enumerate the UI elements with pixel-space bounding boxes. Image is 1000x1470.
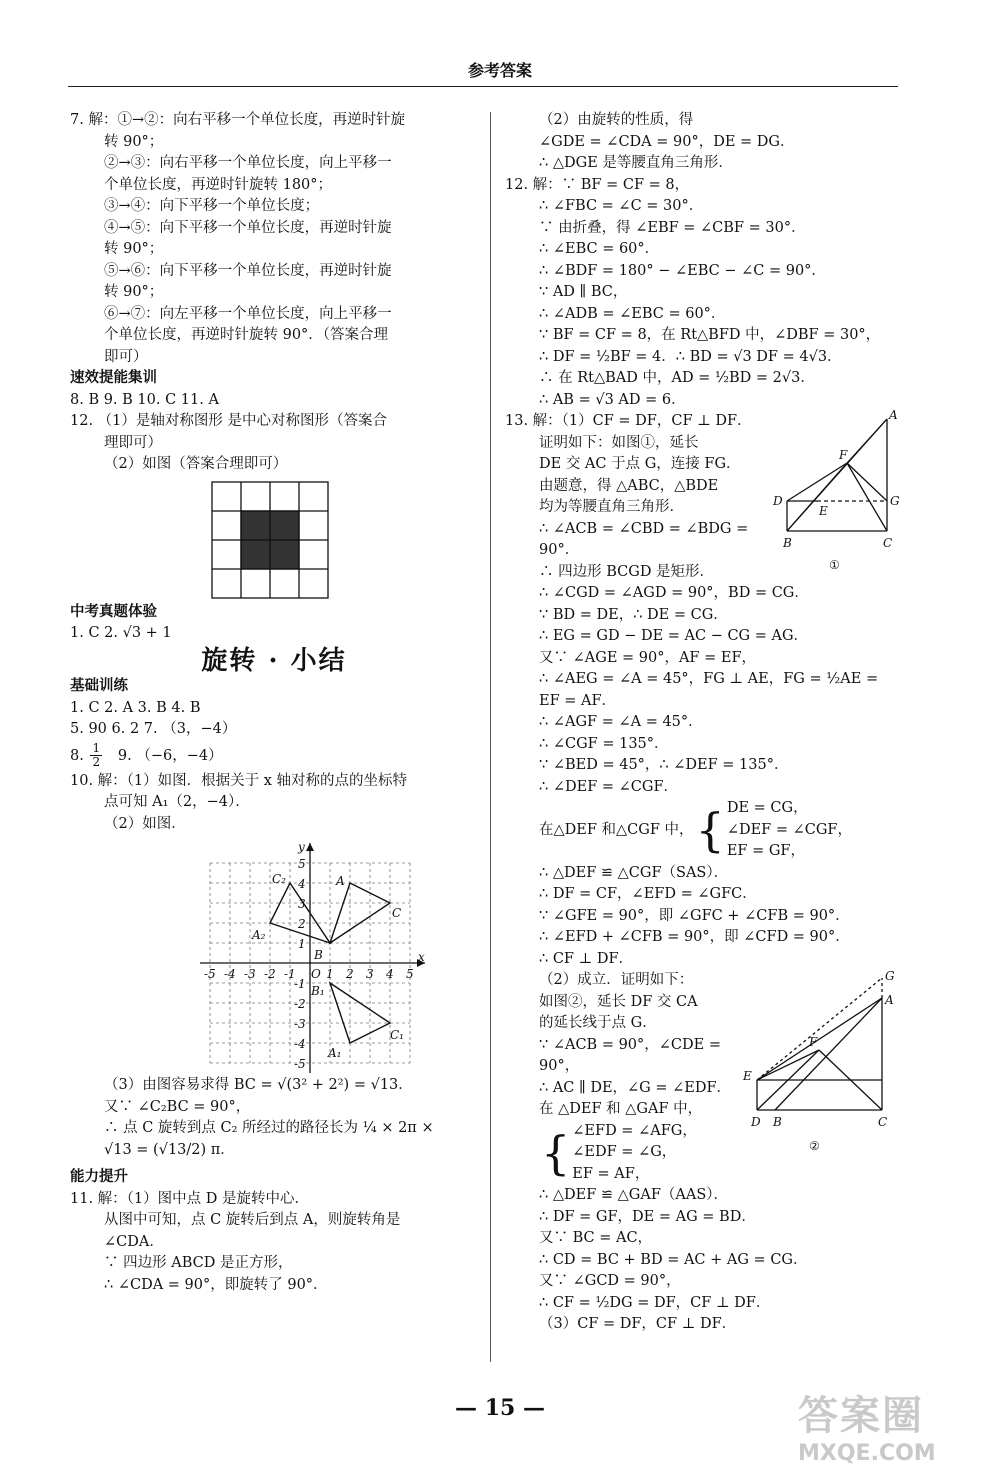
equation-system: 在△DEF 和△CGF 中， { DE = CG， ∠DEF = ∠CGF， EF = GF， bbox=[539, 800, 852, 859]
coordinate-grid-figure bbox=[70, 835, 478, 1075]
text-line: 证明如下：如图①，延长 bbox=[539, 434, 699, 451]
svg-text:A₁: A₁ bbox=[328, 1046, 342, 1060]
svg-text:x: x bbox=[418, 950, 425, 964]
text-line: 90°． bbox=[539, 542, 580, 558]
text-line: ∴ 在 Rt△BAD 中，AD = ½BD = 2√3． bbox=[539, 370, 815, 386]
svg-text:3: 3 bbox=[366, 967, 374, 981]
text-line: 10. 解：（1）如图．根据关于 x 轴对称的点的坐标特 bbox=[70, 772, 408, 789]
svg-text:D: D bbox=[751, 1115, 761, 1129]
text-line: （3）由图容易求得 BC = √(3² + 2²) = √13． bbox=[104, 1077, 413, 1093]
page-number: — 15 — bbox=[455, 1395, 545, 1421]
header-rule bbox=[68, 86, 898, 87]
text-line: 即可） bbox=[104, 348, 148, 365]
text-line: ∵ BF = CF = 8，在 Rt△BFD 中，∠DBF = 30°， bbox=[539, 327, 881, 343]
svg-text:-4: -4 bbox=[224, 967, 236, 981]
section-heading: 基础训练 bbox=[70, 678, 128, 694]
svg-text:-3: -3 bbox=[244, 967, 256, 981]
svg-text:B: B bbox=[773, 1115, 782, 1129]
svg-text:-4: -4 bbox=[294, 1037, 306, 1051]
svg-text:D: D bbox=[773, 494, 783, 508]
text-line: 90°， bbox=[539, 1058, 580, 1074]
text-line: ③→④：向下平移一个单位长度； bbox=[104, 198, 320, 214]
svg-text:-5: -5 bbox=[294, 1057, 306, 1071]
text-line: 个单位长度，再逆时针旋转 180°； bbox=[104, 176, 333, 193]
svg-text:-2: -2 bbox=[264, 967, 276, 981]
text-line: ∴ ∠ADB = ∠EBC = 60°． bbox=[539, 305, 726, 322]
triangle-figure-2 bbox=[737, 970, 897, 1160]
text-line: ∴ DF = GF，DE = AG = BD． bbox=[539, 1208, 756, 1225]
text-line: 又∵ BC = AC， bbox=[539, 1230, 653, 1246]
svg-text:-5: -5 bbox=[204, 967, 216, 981]
section-heading: 能力提升 bbox=[70, 1169, 128, 1185]
section-title: 旋转 · 小结 bbox=[201, 645, 347, 676]
svg-text:5: 5 bbox=[298, 857, 306, 871]
text-line: ∴ ∠BDF = 180° − ∠EBC − ∠C = 90°． bbox=[539, 262, 826, 279]
text-line: ∴ ∠FBC = ∠C = 30°． bbox=[539, 198, 704, 214]
text-line: ⑤→⑥：向下平移一个单位长度，再逆时针旋 bbox=[104, 262, 392, 279]
text-line: （2）如图（答案合理即可） bbox=[104, 456, 288, 472]
text-line: ∠GDE = ∠CDA = 90°，DE = DG． bbox=[539, 133, 795, 150]
text-line: （2）如图． bbox=[104, 815, 186, 832]
svg-text:B: B bbox=[314, 948, 323, 962]
svg-text:C₂: C₂ bbox=[272, 872, 286, 886]
section-heading: 速效提能集训 bbox=[70, 370, 157, 386]
text-line: ∴ 点 C 旋转到点 C₂ 所经过的路径长为 ¼ × 2π × bbox=[104, 1120, 434, 1136]
svg-text:y: y bbox=[298, 840, 305, 854]
svg-text:C: C bbox=[883, 536, 893, 550]
column-divider bbox=[490, 112, 491, 1362]
svg-text:1: 1 bbox=[326, 967, 334, 981]
text-line: 11. 解：（1）图中点 D 是旋转中心． bbox=[70, 1190, 309, 1207]
watermark-logo: 答案圈 MXQE.COM bbox=[798, 1393, 936, 1466]
svg-text:-3: -3 bbox=[294, 1017, 306, 1031]
answer-line: 1. C 2. √3 + 1 bbox=[70, 625, 172, 641]
text-line: ⑥→⑦：向左平移一个单位长度，向上平移一 bbox=[104, 305, 392, 322]
svg-text:F: F bbox=[809, 1035, 818, 1049]
svg-text:A: A bbox=[889, 408, 898, 422]
answer-number: 8. bbox=[70, 747, 84, 764]
text-line: ∵ AD ∥ BC， bbox=[539, 284, 628, 300]
text-line: ∴ EG = GD − DE = AC − CG = AG． bbox=[539, 628, 809, 644]
text-line: 个单位长度，再逆时针旋转 90°．（答案合理 bbox=[104, 327, 389, 343]
svg-text:②: ② bbox=[809, 1139, 820, 1153]
text-line: ∴ AC ∥ DE，∠G = ∠EDF． bbox=[539, 1079, 732, 1096]
svg-text:C: C bbox=[878, 1115, 888, 1129]
text-line: ∴ CD = BC + BD = AC + AG = CG． bbox=[539, 1251, 808, 1268]
text-line: ∴ ∠CDA = 90°，即旋转了 90°． bbox=[104, 1276, 328, 1293]
svg-text:G: G bbox=[890, 494, 900, 508]
fraction: $\frac{1}{2}$ bbox=[92, 741, 101, 769]
svg-text:5: 5 bbox=[406, 967, 414, 981]
text-line: 均为等腰直角三角形． bbox=[539, 499, 684, 515]
svg-text:F: F bbox=[839, 448, 848, 462]
text-line: ∴ ∠CGF = 135°． bbox=[539, 735, 669, 752]
svg-text:4: 4 bbox=[298, 877, 306, 891]
svg-text:B: B bbox=[783, 536, 792, 550]
text-line: ∴ 四边形 BCGD 是矩形． bbox=[539, 563, 715, 580]
text-line: 12. 解：∵ BF = CF = 8， bbox=[505, 176, 690, 193]
text-line: ∴ ∠AEG = ∠A = 45°，FG ⊥ AE，FG = ½AE = bbox=[539, 671, 879, 687]
svg-text:C₁: C₁ bbox=[390, 1028, 404, 1042]
text-line: ∴ DF = CF，∠EFD = ∠GFC． bbox=[539, 886, 757, 902]
text-line: ∴ ∠AGF = ∠A = 45°． bbox=[539, 714, 703, 730]
svg-text:A: A bbox=[336, 874, 345, 888]
q7-block bbox=[70, 110, 478, 368]
text-line: ∴ ∠EFD + ∠CFB = 90°，即 ∠CFD = 90°． bbox=[539, 929, 850, 945]
text-line: 又∵ ∠C₂BC = 90°， bbox=[104, 1098, 251, 1115]
text-line: 又∵ ∠GCD = 90°， bbox=[539, 1273, 681, 1289]
text-line: ∠CDA． bbox=[104, 1233, 164, 1250]
text-line: 点可知 A₁（2，−4）． bbox=[104, 794, 250, 810]
text-line: （2）由旋转的性质，得 bbox=[539, 112, 694, 128]
page-header: 参考答案 bbox=[467, 61, 532, 80]
text-line: 理即可） bbox=[104, 434, 162, 451]
text-line: ②→③：向右平移一个单位长度，向上平移一 bbox=[104, 155, 392, 171]
svg-text:1: 1 bbox=[298, 937, 306, 951]
svg-text:3: 3 bbox=[298, 897, 306, 911]
answer-text: 9. （−6，−4） bbox=[117, 747, 223, 764]
text-line: ∵ BD = DE，∴ DE = CG． bbox=[539, 606, 728, 623]
text-line: 在 △DEF 和 △GAF 中， bbox=[539, 1101, 703, 1117]
text-line: 又∵ ∠AGE = 90°，AF = EF， bbox=[539, 649, 757, 666]
text-line: 转 90°； bbox=[104, 284, 164, 300]
svg-text:-2: -2 bbox=[294, 997, 306, 1011]
svg-text:4: 4 bbox=[386, 967, 394, 981]
section-heading: 中考真题体验 bbox=[70, 603, 157, 620]
text-line: （3）CF = DF，CF ⊥ DF． bbox=[539, 1316, 737, 1332]
svg-text:-1: -1 bbox=[284, 967, 296, 981]
text-line: 的延长线于点 G． bbox=[539, 1015, 657, 1031]
text-line: ④→⑤：向下平移一个单位长度，再逆时针旋 bbox=[104, 219, 392, 236]
svg-text:C: C bbox=[392, 906, 402, 920]
text-line: 从图中可知，点 C 旋转后到点 A，则旋转角是 bbox=[104, 1212, 401, 1228]
text-line: DE 交 AC 于点 G，连接 FG． bbox=[539, 456, 741, 472]
text-line: ∵ ∠GFE = 90°，即 ∠GFC + ∠CFB = 90°． bbox=[539, 907, 850, 924]
text-line: √13 = (√13/2) π． bbox=[104, 1141, 235, 1158]
text-line: 12. （1）是轴对称图形 是中心对称图形（答案合 bbox=[70, 413, 388, 429]
left-column bbox=[70, 110, 478, 1296]
text-line: ∴ AB = √3 AD = 6． bbox=[539, 391, 686, 408]
text-line: ∴ ∠DEF = ∠CGF． bbox=[539, 778, 679, 795]
text-line: 如图②，延长 DF 交 CA bbox=[539, 993, 698, 1010]
svg-text:-1: -1 bbox=[294, 977, 306, 991]
svg-text:B₁: B₁ bbox=[311, 984, 325, 998]
text-line: ∵ 由折叠，得 ∠EBF = ∠CBF = 30°． bbox=[539, 219, 806, 236]
text-line: ∴ ∠CGD = ∠AGD = 90°，BD = CG． bbox=[539, 585, 809, 601]
text-line: ∴ △DEF ≌ △GAF（AAS）． bbox=[539, 1187, 729, 1203]
svg-text:E: E bbox=[743, 1069, 752, 1083]
symmetry-grid-figure bbox=[70, 476, 478, 602]
svg-text:E: E bbox=[819, 504, 828, 518]
text-line: ∴ ∠ACB = ∠CBD = ∠BDG = bbox=[539, 520, 749, 537]
right-column bbox=[505, 110, 900, 1336]
text-line: ∴ △DEF ≌ △CGF（SAS）． bbox=[539, 864, 729, 881]
text-line: 由题意，得 △ABC，△BDE bbox=[539, 477, 719, 494]
text-line: ∴ ∠EBC = 60°． bbox=[539, 241, 660, 257]
answer-line: 5. 90 6. 2 7. （3，−4） bbox=[70, 721, 237, 737]
text-line: 转 90°； bbox=[104, 133, 164, 150]
text-line: ∴ CF ⊥ DF． bbox=[539, 950, 634, 967]
text-line: ∴ DF = ½BF = 4．∴ BD = √3 DF = 4√3． bbox=[539, 348, 842, 365]
text-line: ∵ ∠BED = 45°，∴ ∠DEF = 135°． bbox=[539, 757, 789, 773]
svg-text:2: 2 bbox=[346, 967, 354, 981]
text-line: 7. 解：①→②：向右平移一个单位长度，再逆时针旋 bbox=[70, 112, 406, 128]
text-line: ∴ △DGE 是等腰直角三角形． bbox=[539, 155, 733, 171]
text-line: ∵ ∠ACB = 90°，∠CDE = bbox=[539, 1036, 721, 1053]
text-line: 13. 解：（1）CF = DF，CF ⊥ DF． bbox=[505, 413, 752, 429]
equation-system: { ∠EFD = ∠AFG， ∠EDF = ∠G， EF = AF， bbox=[541, 1122, 697, 1182]
svg-text:A₂: A₂ bbox=[252, 928, 266, 942]
text-line: ∴ CF = ½DG = DF，CF ⊥ DF． bbox=[539, 1294, 771, 1311]
text-line: （2）成立．证明如下： bbox=[539, 972, 694, 988]
text-line: EF = AF． bbox=[539, 692, 617, 709]
svg-text:O: O bbox=[311, 967, 321, 981]
svg-text:2: 2 bbox=[298, 917, 306, 931]
svg-text:G: G bbox=[885, 969, 895, 983]
answer-line bbox=[70, 741, 478, 771]
text-line: 转 90°； bbox=[104, 241, 164, 257]
text-line: ∵ 四边形 ABCD 是正方形， bbox=[104, 1255, 293, 1271]
svg-text:A: A bbox=[885, 993, 894, 1007]
triangle-figure-1 bbox=[767, 408, 900, 576]
answer-line: 8. B 9. B 10. C 11. A bbox=[70, 391, 219, 408]
svg-text:①: ① bbox=[829, 558, 840, 572]
answer-line: 1. C 2. A 3. B 4. B bbox=[70, 699, 201, 716]
